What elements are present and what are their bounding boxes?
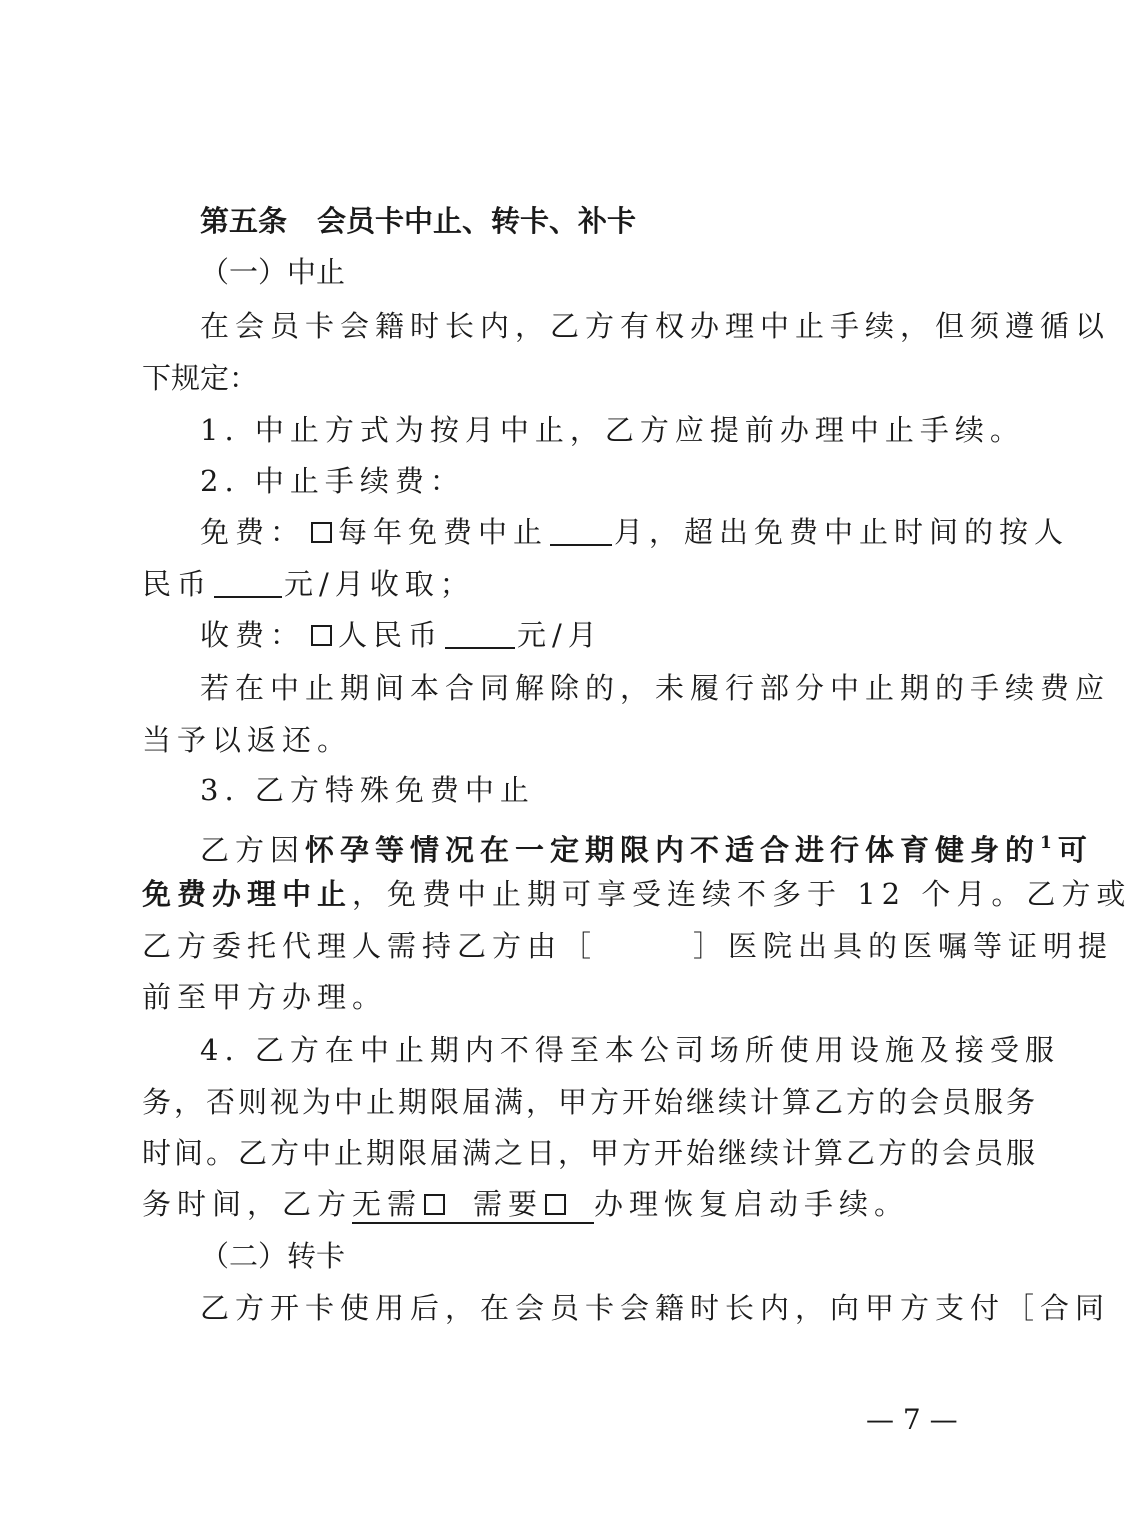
fee-free-line-2: [142, 558, 942, 610]
p3-text-2: ，免费中止期可享受连续不多于 12 个月。乙方或: [352, 877, 1131, 911]
paragraph-3-line-3: [142, 920, 1114, 972]
fee-free-text-c: 民币: [142, 567, 213, 601]
option-need: 需要: [473, 1187, 544, 1221]
paragraph-1-line-1: 在会员卡会籍时长内，乙方有权办理中止手续，但须遵循以: [200, 309, 1111, 343]
paragraph-3-line-2: [142, 868, 1131, 920]
item-4-line-3: 时间。乙方中止期限届满之日，甲方开始继续计算乙方的会员服: [142, 1136, 1039, 1170]
need-checkbox: [545, 1194, 566, 1215]
restart-options: [352, 1187, 594, 1224]
paragraph-4: 乙方开卡使用后，在会员卡会籍时长内，向甲方支付［合同: [200, 1291, 1111, 1325]
option-no-need: 无需: [352, 1187, 423, 1221]
fee-free-text-d: 元/月收取；: [284, 567, 475, 601]
paragraph-3-line-1: [200, 817, 1093, 869]
fee-free-text-b: 月，超出免费中止时间的按人: [614, 515, 1070, 549]
p3-bold-text-2: 免费办理中止: [142, 877, 353, 911]
item-2: 2. 中止手续费：: [200, 464, 465, 498]
p3-bold-text-c: 可: [1057, 833, 1093, 867]
fee-free-line-1: [200, 506, 1070, 558]
paragraph-3-line-4: 前至甲方办理。: [142, 980, 388, 1014]
paid-checkbox: [311, 625, 332, 646]
item-4-line-1: 4. 乙方在中止期内不得至本公司场所使用设施及接受服: [200, 1033, 1060, 1067]
item-1: 1. 中止方式为按月中止，乙方应提前办理中止手续。: [200, 413, 1025, 447]
section-heading: [200, 195, 942, 247]
fee-paid-label: 收费：: [200, 618, 306, 652]
subsection-transfer: （二）转卡: [200, 1239, 346, 1273]
p3-text-3a: 乙方委托代理人需持乙方由［: [142, 929, 598, 963]
item4-text-d: 办理恢复启动手续。: [594, 1187, 910, 1221]
footnote-marker: 1: [1040, 833, 1058, 853]
free-months-blank: [550, 510, 612, 546]
fee-free-label: 免费：: [200, 515, 306, 549]
p3-text-a: 乙方因: [200, 833, 306, 867]
page-number: — 7 —: [866, 1403, 958, 1436]
paragraph-2-line-1: 若在中止期间本合同解除的，未履行部分中止期的手续费应: [200, 671, 1111, 705]
free-checkbox: [311, 522, 332, 543]
paragraph-2-line-2: 当予以返还。: [142, 723, 353, 757]
fee-paid-text-b: 元/月: [517, 618, 603, 652]
paragraph-1-line-2: 下规定：: [142, 361, 259, 395]
p3-bold-text: 怀孕等情况在一定期限内不适合进行体育健身的: [305, 833, 1041, 867]
free-rate-blank: [214, 562, 282, 598]
fee-free-text-a: 每年免费中止: [338, 515, 549, 549]
p3-text-3b: ］医院出具的医嘱等证明提: [693, 929, 1114, 963]
item4-text-a: 务时间，乙方: [142, 1187, 353, 1221]
paid-rate-blank: [445, 613, 515, 649]
fee-paid-line: [200, 609, 942, 661]
item-4-line-4: [142, 1178, 942, 1230]
section-number: 第五条: [200, 204, 288, 238]
item-4-line-2: 务，否则视为中止期限届满，甲方开始继续计算乙方的会员服务: [142, 1085, 1039, 1119]
no-need-checkbox: [424, 1194, 445, 1215]
subsection-suspension: （一）中止: [200, 255, 346, 289]
section-title: 会员卡中止、转卡、补卡: [317, 204, 637, 238]
fee-paid-text-a: 人民币: [338, 618, 444, 652]
item-3: 3. 乙方特殊免费中止: [200, 773, 535, 807]
